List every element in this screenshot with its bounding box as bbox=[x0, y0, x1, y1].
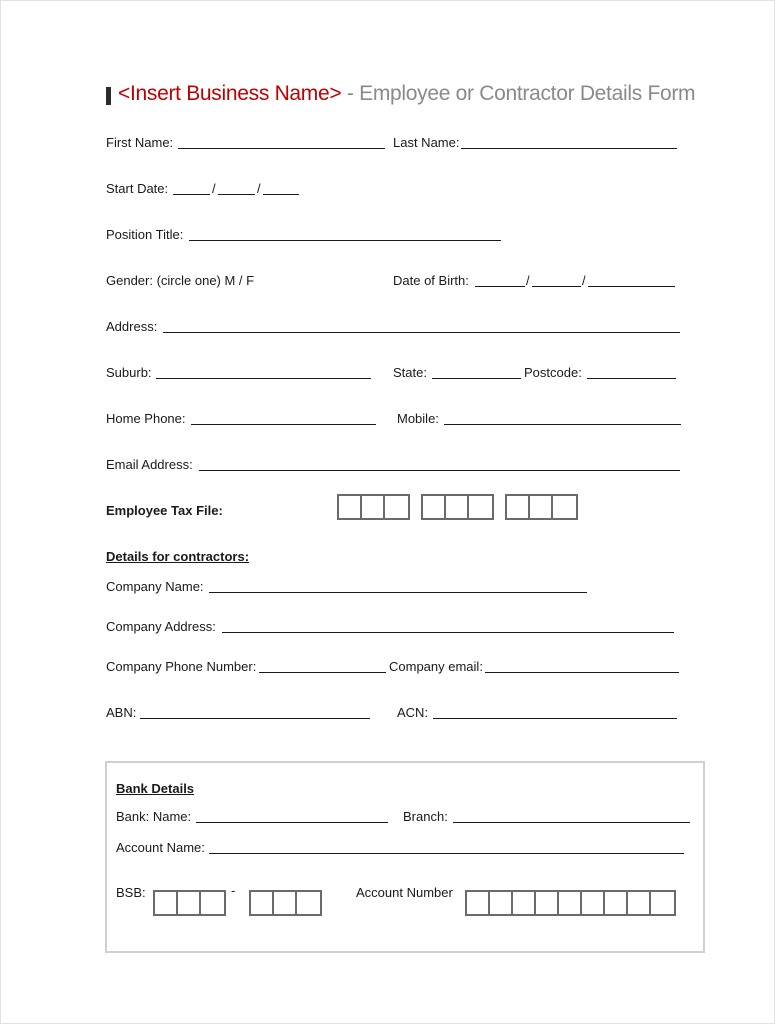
address-label: Address: bbox=[106, 319, 158, 334]
state-field[interactable] bbox=[432, 378, 521, 379]
date-separator: / bbox=[526, 273, 530, 288]
company-address-label: Company Address: bbox=[106, 619, 216, 634]
postcode-field[interactable] bbox=[587, 378, 676, 379]
gender-label[interactable]: Gender: (circle one) M / F bbox=[106, 273, 255, 288]
branch-label: Branch: bbox=[403, 809, 448, 824]
account-name-field[interactable] bbox=[209, 853, 684, 854]
abn-field[interactable] bbox=[140, 718, 370, 719]
company-phone-label: Company Phone Number: bbox=[106, 659, 257, 674]
digit-box[interactable] bbox=[628, 892, 651, 914]
email-label: Email Address: bbox=[106, 457, 193, 472]
address-field[interactable] bbox=[163, 332, 680, 333]
mobile-field[interactable] bbox=[444, 424, 681, 425]
postcode-label: Postcode: bbox=[524, 365, 582, 380]
digit-box[interactable] bbox=[362, 496, 385, 518]
digit-box[interactable] bbox=[651, 892, 674, 914]
digit-box[interactable] bbox=[446, 496, 469, 518]
digit-box[interactable] bbox=[155, 892, 178, 914]
bank-details-heading: Bank Details bbox=[116, 781, 195, 796]
first-name-field[interactable] bbox=[178, 148, 385, 149]
digit-box[interactable] bbox=[553, 496, 576, 518]
digit-box[interactable] bbox=[274, 892, 297, 914]
bsb-label: BSB: bbox=[116, 885, 146, 900]
title-marker bbox=[106, 87, 111, 105]
digit-box[interactable] bbox=[536, 892, 559, 914]
bsb-group-1[interactable] bbox=[153, 890, 226, 916]
digit-box[interactable] bbox=[559, 892, 582, 914]
bank-details-section bbox=[105, 761, 705, 953]
start-date-month-field[interactable] bbox=[218, 194, 255, 195]
date-separator: / bbox=[212, 181, 216, 196]
dob-label: Date of Birth: bbox=[393, 273, 469, 288]
company-email-label: Company email: bbox=[389, 659, 483, 674]
company-name-label: Company Name: bbox=[106, 579, 204, 594]
start-date-label: Start Date: bbox=[106, 181, 169, 196]
company-phone-field[interactable] bbox=[259, 672, 386, 673]
digit-box[interactable] bbox=[297, 892, 320, 914]
tax-file-group-1[interactable] bbox=[337, 494, 410, 520]
acn-field[interactable] bbox=[433, 718, 677, 719]
digit-box[interactable] bbox=[513, 892, 536, 914]
branch-field[interactable] bbox=[453, 822, 690, 823]
digit-box[interactable] bbox=[530, 496, 553, 518]
company-email-field[interactable] bbox=[485, 672, 679, 673]
bank-name-field[interactable] bbox=[196, 822, 388, 823]
company-name-field[interactable] bbox=[209, 592, 587, 593]
last-name-field[interactable] bbox=[461, 148, 677, 149]
date-separator: / bbox=[582, 273, 586, 288]
position-title-field[interactable] bbox=[189, 240, 501, 241]
digit-box[interactable] bbox=[467, 892, 490, 914]
suburb-field[interactable] bbox=[156, 378, 371, 379]
digit-box[interactable] bbox=[178, 892, 201, 914]
dob-day-field[interactable] bbox=[475, 286, 525, 287]
digit-box[interactable] bbox=[490, 892, 513, 914]
dob-year-field[interactable] bbox=[588, 286, 675, 287]
tax-file-group-3[interactable] bbox=[505, 494, 578, 520]
digit-box[interactable] bbox=[251, 892, 274, 914]
bsb-dash: - bbox=[231, 883, 236, 898]
form-title bbox=[118, 81, 695, 107]
date-separator: / bbox=[257, 181, 261, 196]
business-name: <Insert Business Name> bbox=[118, 82, 342, 105]
tax-file-group-2[interactable] bbox=[421, 494, 494, 520]
last-name-label: Last Name: bbox=[393, 135, 460, 150]
digit-box[interactable] bbox=[385, 496, 408, 518]
account-number-group[interactable] bbox=[465, 890, 676, 916]
bsb-group-2[interactable] bbox=[249, 890, 322, 916]
account-number-label: Account Number bbox=[356, 885, 453, 900]
start-date-day-field[interactable] bbox=[173, 194, 210, 195]
mobile-label: Mobile: bbox=[397, 411, 439, 426]
first-name-label: First Name: bbox=[106, 135, 174, 150]
position-title-label: Position Title: bbox=[106, 227, 184, 242]
bank-name-label: Bank: Name: bbox=[116, 809, 192, 824]
digit-box[interactable] bbox=[423, 496, 446, 518]
digit-box[interactable] bbox=[469, 496, 492, 518]
start-date-year-field[interactable] bbox=[263, 194, 299, 195]
tax-file-label: Employee Tax File: bbox=[106, 503, 223, 518]
home-phone-field[interactable] bbox=[191, 424, 376, 425]
abn-label: ABN: bbox=[106, 705, 137, 720]
digit-box[interactable] bbox=[605, 892, 628, 914]
email-field[interactable] bbox=[199, 470, 680, 471]
acn-label: ACN: bbox=[397, 705, 429, 720]
company-address-field[interactable] bbox=[222, 632, 674, 633]
digit-box[interactable] bbox=[201, 892, 224, 914]
home-phone-label: Home Phone: bbox=[106, 411, 186, 426]
form-subtitle: - Employee or Contractor Details Form bbox=[341, 82, 696, 105]
digit-box[interactable] bbox=[339, 496, 362, 518]
dob-month-field[interactable] bbox=[532, 286, 581, 287]
digit-box[interactable] bbox=[582, 892, 605, 914]
contractors-heading: Details for contractors: bbox=[106, 549, 250, 564]
state-label: State: bbox=[393, 365, 427, 380]
digit-box[interactable] bbox=[507, 496, 530, 518]
suburb-label: Suburb: bbox=[106, 365, 152, 380]
account-name-label: Account Name: bbox=[116, 840, 205, 855]
